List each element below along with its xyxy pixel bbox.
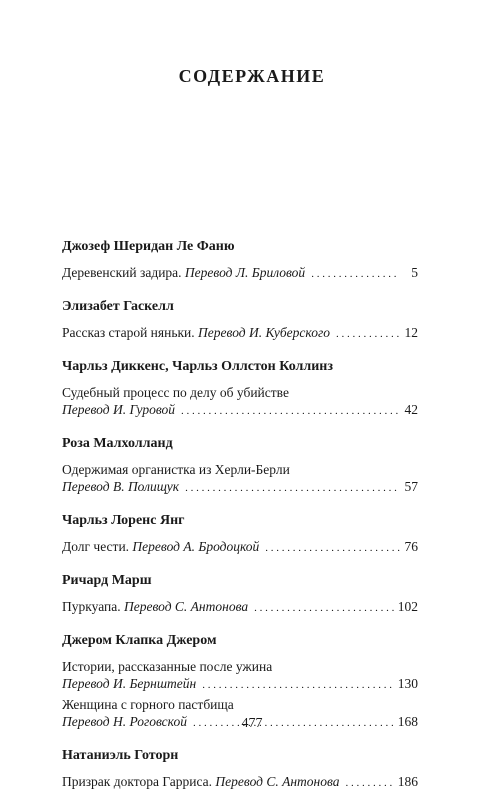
entry-title: Истории, рассказанные после ужина xyxy=(62,659,273,674)
entry-page-number: 57 xyxy=(404,479,418,494)
entry-title: Пуркуапа. xyxy=(62,599,124,614)
table-of-contents xyxy=(62,238,418,794)
toc-author: Натаниэль Готорн xyxy=(62,748,179,763)
dot-leader xyxy=(202,677,394,694)
entry-page-number: 42 xyxy=(404,402,418,417)
entry-title: Судебный процесс по делу об убийстве xyxy=(62,385,289,400)
entry-page-number: 12 xyxy=(404,325,418,340)
toc-entry[interactable] xyxy=(62,384,418,420)
page-number: 477 xyxy=(241,716,263,731)
entry-translator: Перевод И. Бернштейн xyxy=(62,676,197,691)
toc-author: Джером Клапка Джером xyxy=(62,633,217,648)
dot-leader xyxy=(311,266,400,283)
entry-page-number: 186 xyxy=(397,774,418,789)
entry-translator: Перевод С. Антонова xyxy=(123,599,249,614)
entry-title: Долг чести. xyxy=(62,539,133,554)
toc-author: Джозеф Шеридан Ле Фаню xyxy=(62,239,235,254)
toc-author: Чарльз Диккенс, Чарльз Оллстон Коллинз xyxy=(62,359,333,374)
entry-page-number: 168 xyxy=(397,714,418,729)
toc-entry[interactable] xyxy=(62,461,418,497)
dot-leader xyxy=(336,326,400,343)
entry-title: Одержимая органистка из Херли-Берли xyxy=(62,462,290,477)
entry-title: Рассказ старой няньки. xyxy=(62,325,199,340)
dot-leader xyxy=(181,403,400,420)
toc-entry[interactable] xyxy=(62,324,418,343)
entry-translator: Перевод И. Куберского xyxy=(198,325,330,340)
dot-leader xyxy=(185,480,400,497)
entry-translator: Перевод И. Гуровой xyxy=(62,402,176,417)
toc-author: Роза Малхолланд xyxy=(62,436,173,451)
entry-title: Женщина с горного пастбища xyxy=(62,697,234,712)
toc-entry[interactable] xyxy=(62,538,418,557)
toc-author: Чарльз Лоренс Янг xyxy=(62,513,185,528)
dot-leader xyxy=(265,540,400,557)
entry-translator: Перевод А. Бродоцкой xyxy=(132,539,260,554)
entry-title: Деревенский задира. xyxy=(62,265,185,280)
entry-translator: Перевод Н. Роговской xyxy=(62,714,187,729)
entry-translator: Перевод С. Антонова xyxy=(215,774,340,789)
entry-page-number: 76 xyxy=(404,539,418,554)
entry-page-number: 5 xyxy=(411,265,418,280)
toc-author: Ричард Марш xyxy=(62,573,152,588)
page-title: СОДЕРЖАНИЕ xyxy=(178,66,326,86)
dot-leader xyxy=(346,775,394,792)
toc-author: Элизабет Гаскелл xyxy=(62,299,174,314)
entry-translator: Перевод В. Полищук xyxy=(62,479,180,494)
toc-entry[interactable] xyxy=(62,658,418,694)
entry-translator: Перевод Л. Бриловой xyxy=(184,265,306,280)
dot-leader xyxy=(254,600,394,617)
toc-entry[interactable] xyxy=(62,773,418,792)
entry-page-number: 102 xyxy=(397,599,418,614)
entry-title: Призрак доктора Гарриса. xyxy=(62,774,216,789)
toc-entry[interactable] xyxy=(62,264,418,283)
toc-entry[interactable] xyxy=(62,598,418,617)
entry-page-number: 130 xyxy=(397,676,418,691)
